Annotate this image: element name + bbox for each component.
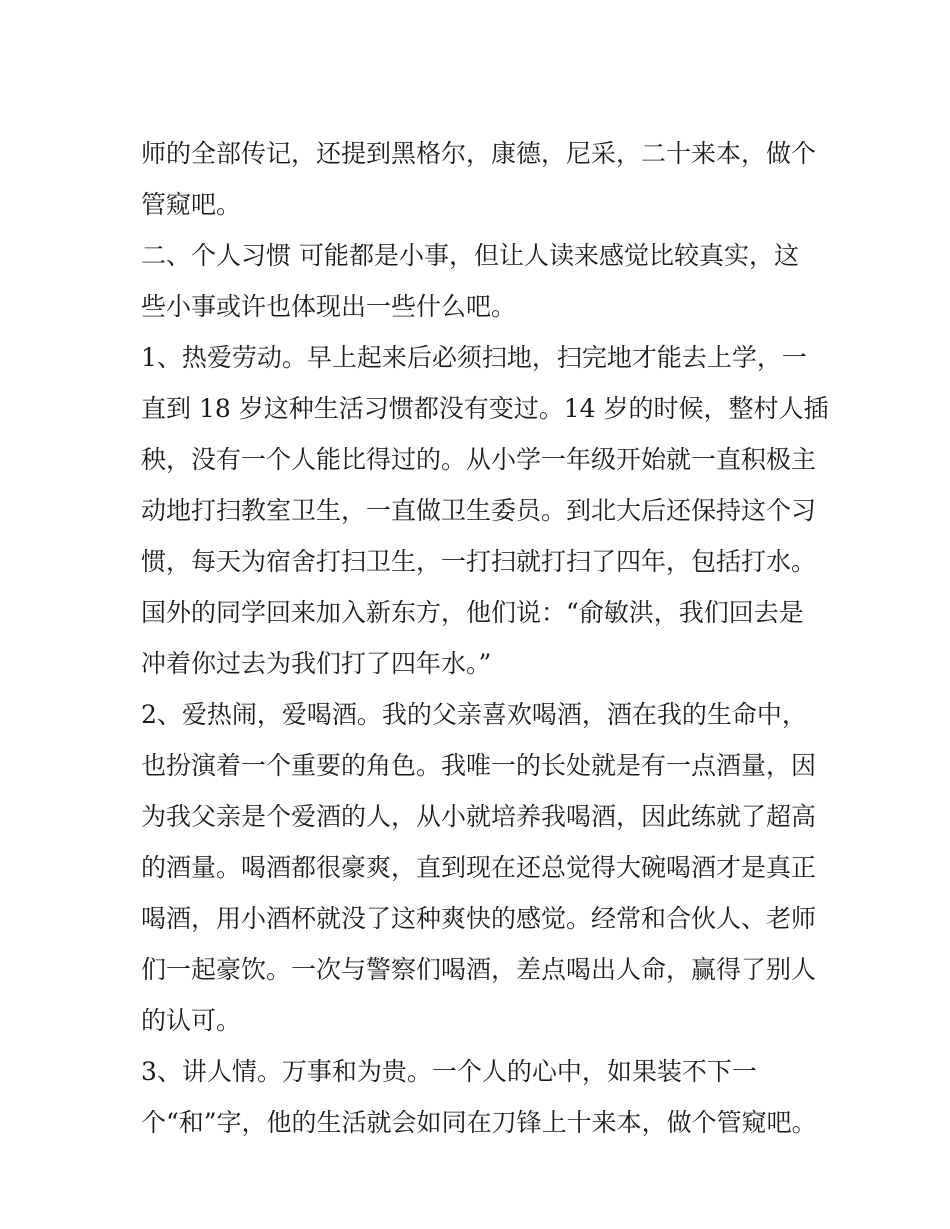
body-text: [141, 128, 829, 1148]
text-line: 动地打扫教室卫生，一直做卫生委员。到北大后还保持这个习: [141, 496, 817, 525]
text-line: 的认可。: [141, 1006, 242, 1035]
text-line: 喝酒，用小酒杯就没了这种爽快的感觉。经常和合伙人、老师: [141, 904, 817, 933]
text-line: 个“和”字，他的生活就会如同在刀锋上十来本，做个管窥吧。: [141, 1108, 817, 1137]
text-line: 师的全部传记，还提到黑格尔，康德，尼采，二十来本，做个: [141, 139, 817, 168]
text-line: 的酒量。喝酒都很豪爽，直到现在还总觉得大碗喝酒才是真正: [141, 853, 817, 882]
text-line: 直到 18 岁这种生活习惯都没有变过。14 岁的时候，整村人插: [141, 394, 829, 423]
text-line: 冲着你过去为我们打了四年水。”: [141, 649, 492, 678]
text-line: 2、爱热闹，爱喝酒。我的父亲喜欢喝酒，酒在我的生命中，: [141, 700, 807, 729]
text-line: 二、个人习惯 可能都是小事，但让人读来感觉比较真实，这: [141, 241, 799, 270]
text-line: 惯，每天为宿舍打扫卫生，一打扫就打扫了四年，包括打水。: [141, 547, 817, 576]
text-line: 1、热爱劳动。早上起来后必须扫地，扫完地才能去上学，一: [141, 343, 807, 372]
text-line: 些小事或许也体现出一些什么吧。: [141, 292, 517, 321]
text-line: 为我父亲是个爱酒的人，从小就培养我喝酒，因此练就了超高: [141, 802, 817, 831]
text-line: 3、讲人情。万事和为贵。一个人的心中，如果装不下一: [141, 1057, 757, 1086]
text-line: 秧，没有一个人能比得过的。从小学一年级开始就一直积极主: [141, 445, 817, 474]
text-line: 国外的同学回来加入新东方，他们说：“俞敏洪，我们回去是: [141, 598, 804, 627]
text-line: 也扮演着一个重要的角色。我唯一的长处就是有一点酒量，因: [141, 751, 817, 780]
text-line: 们一起豪饮。一次与警察们喝酒，差点喝出人命，赢得了别人: [141, 955, 817, 984]
text-line: 管窥吧。: [141, 190, 242, 219]
